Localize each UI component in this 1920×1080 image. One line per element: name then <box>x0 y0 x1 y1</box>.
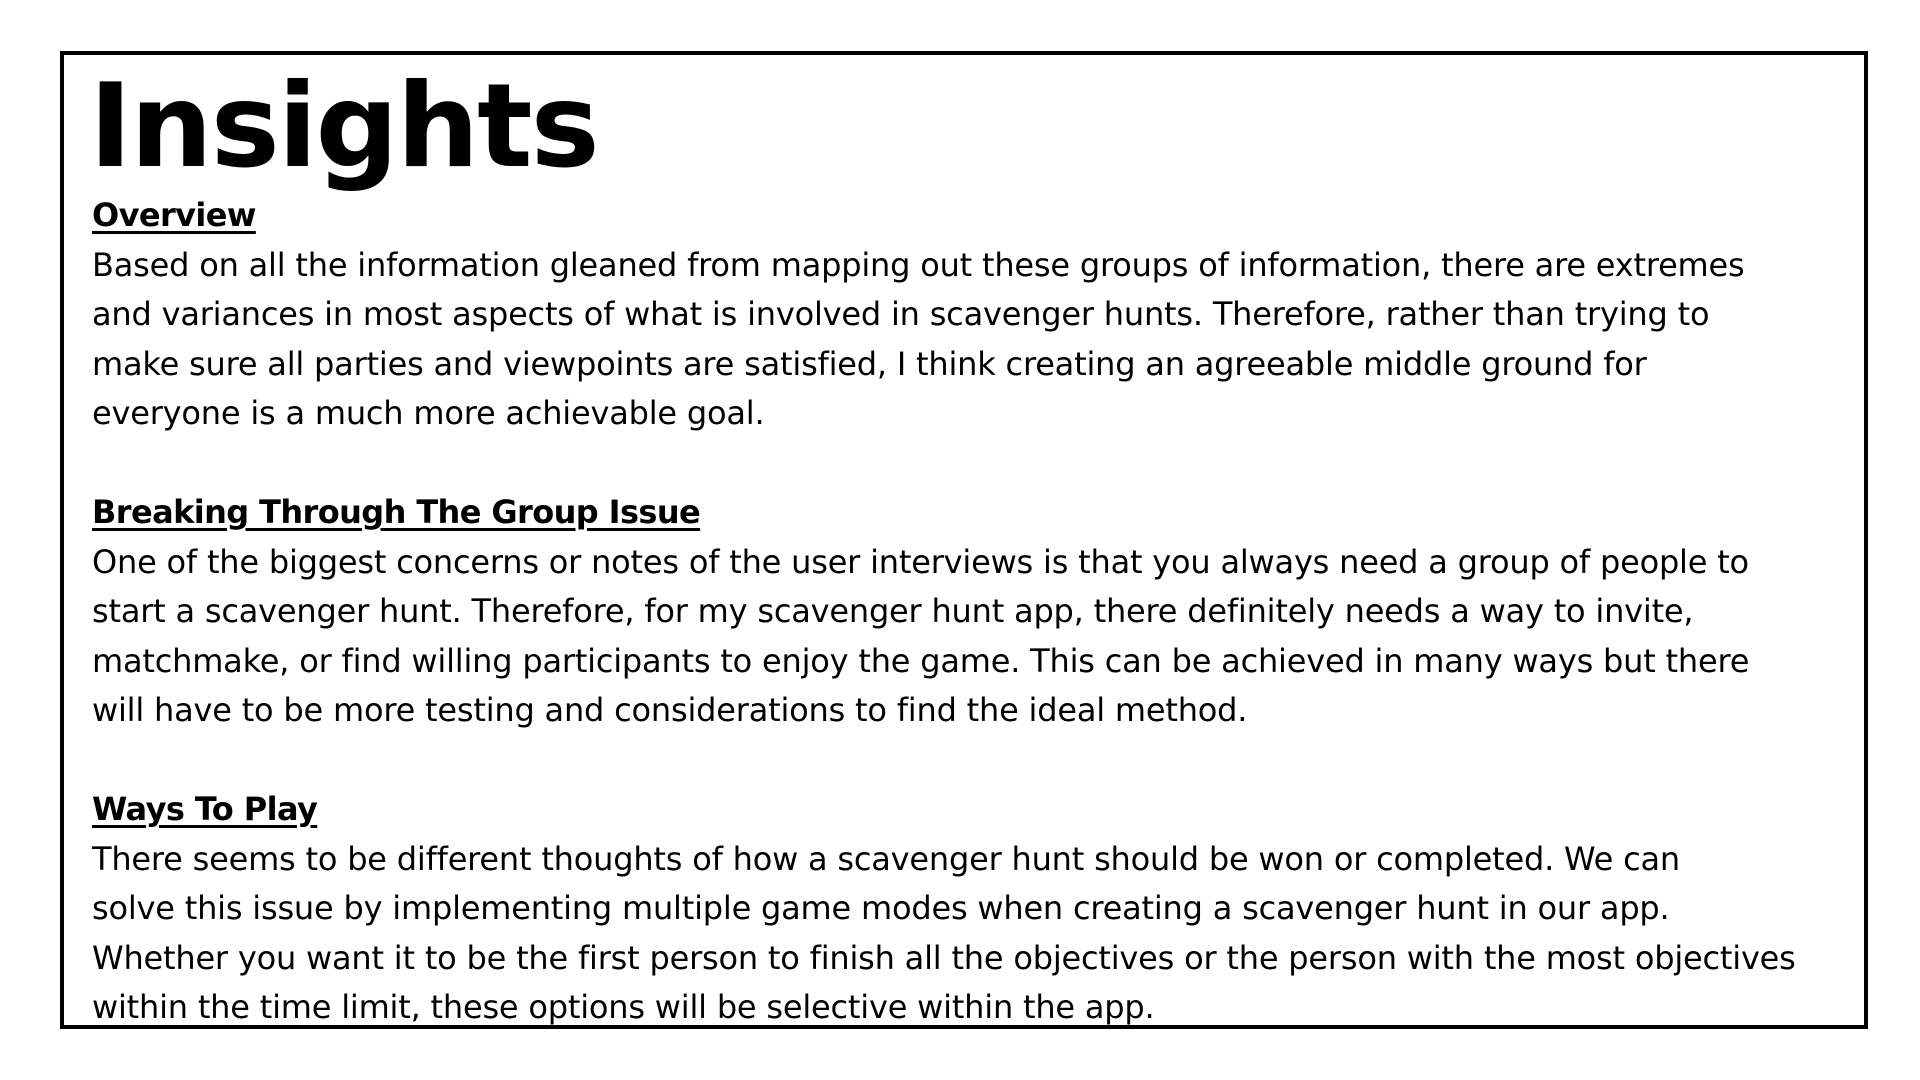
paragraph-line: There seems to be different thoughts of how a scavenger hunt should be won or completed. We can <box>92 839 1680 878</box>
paragraph-line: Based on all the information gleaned from mapping out these groups of information, there are extremes <box>92 245 1745 284</box>
paragraph-line: start a scavenger hunt. Therefore, for my scavenger hunt app, there definitely needs a way to invite, <box>92 592 1694 630</box>
paragraph-line: One of the biggest concerns or notes of the user interviews is that you always need a group of people to <box>92 542 1749 581</box>
section-group-issue <box>92 488 1852 736</box>
paragraph-line: solve this issue by implementing multiple game modes when creating a scavenger hunt in our app. <box>92 889 1670 927</box>
paragraph-line: matchmake, or find willing participants to enjoy the game. This can be achieved in many ways but there <box>92 641 1750 680</box>
paragraph-line: will have to be more testing and considerations to find the ideal method. <box>92 691 1248 729</box>
section-heading-ways-to-play: Ways To Play <box>92 790 318 828</box>
section-overview <box>92 191 1852 439</box>
page-title: Insights <box>89 59 598 194</box>
paragraph-line: within the time limit, these options will be selective within the app. <box>92 988 1155 1026</box>
section-heading-overview: Overview <box>92 196 256 234</box>
section-heading-group-issue: Breaking Through The Group Issue <box>92 493 701 531</box>
paragraph-line: and variances in most aspects of what is involved in scavenger hunts. Therefore, rather than trying to <box>92 295 1710 333</box>
paragraph-line: make sure all parties and viewpoints are satisfied, I think creating an agreeable middle ground for <box>92 344 1647 383</box>
section-ways-to-play <box>92 785 1852 1033</box>
paragraph-line: everyone is a much more achievable goal. <box>92 394 765 432</box>
slide-content <box>92 191 1852 1033</box>
paragraph-line: Whether you want it to be the first person to finish all the objectives or the person with the most objectives <box>92 938 1796 977</box>
